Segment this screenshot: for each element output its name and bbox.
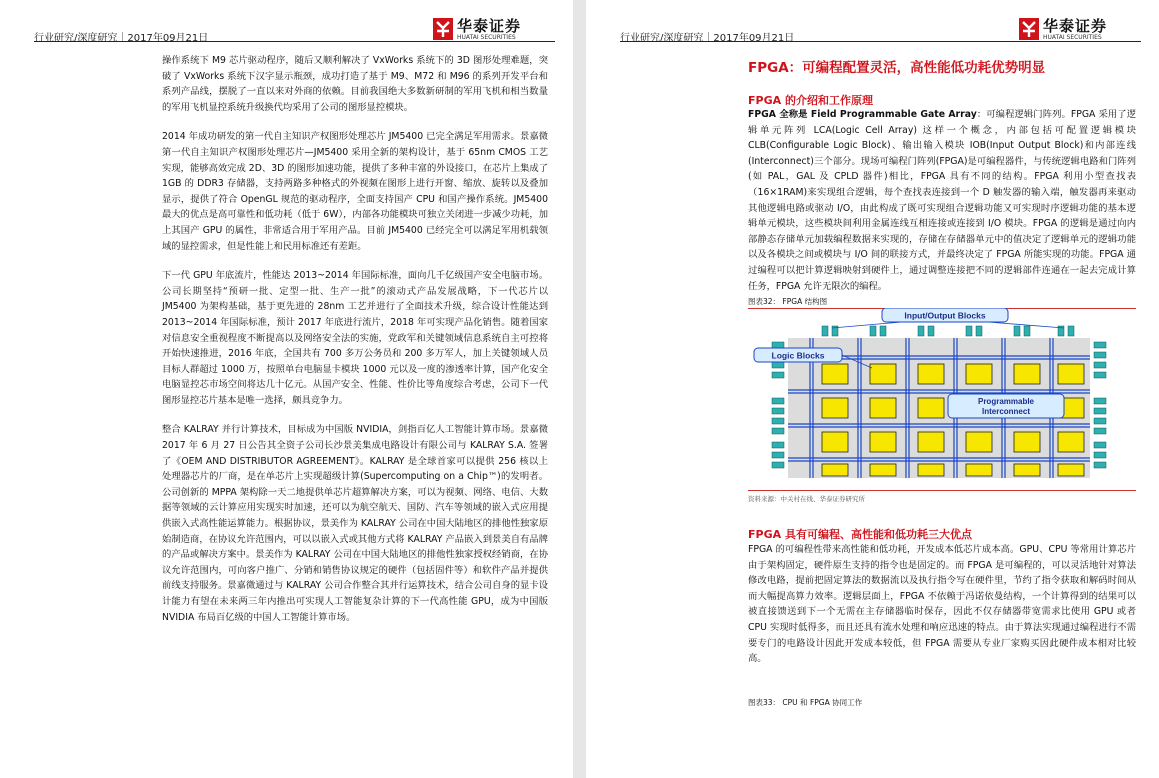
header-text: 行业研究/深度研究｜2017年09月21日 <box>620 33 795 44</box>
header-rule <box>34 41 555 42</box>
figure33-title: 图表33： CPU 和 FPGA 协同工作 <box>748 698 863 707</box>
paragraph: 操作系统下 M9 芯片驱动程序，随后又顺利解决了 VxWorks 系统下的 3D 图形处理难题，突破了 VxWorks 系统下汉字显示瓶颈，成功打造了基于 M9、M72 和 M96 的系列开发平台和系列产品线，摆脱了一直以来对外商的依赖。目前我国绝大多数新研制的军用飞机和相当数量的军用飞机显控系统升级换代均采用了公司的图形显控模块。 <box>162 55 548 113</box>
huatai-logo-icon <box>433 18 453 40</box>
paragraph: 整合 KALRAY 并行计算技术，目标成为中国版 NVIDIA，剑指百亿人工智能计算市场。景嘉微 2017 年 6 月 27 日公告其全资子公司长沙景美集成电路设计有限公司与 KALRAY S.A. 签署了《OEM AND DISTRIBUTOR AGREEMENT》。KALRAY 是全球首家可以提供 256 核以上处理器芯片的厂商，是在单芯片上实现超级计算(Supercomputing on a Chip™)的发明者。公司创新的 MPPA 架构除一天二地提供单芯片超算解决方案，可以为视频、网络、电信、大数据等领域的云计算应用实现实时加速，还可以为航空航天、国防、汽车等领域的嵌入式应用提供嵌入式高性能运算能力。根据协议，景美作为 KALRAY 公司在中国大陆地区的排他性独家原始制造商，在协议允许范围内，可以以嵌入式或其他方式将 KALRAY 产品嵌入到景美自有品牌的产品或解决方案中。景美作为 KALRAY 公司在中国大陆地区的排他性独家授权经销商，在协议允许范围内，可向客户推广、分销和销售协议规定的硬件（包括固件等）和软件产品并提供前线支持服务。景嘉微通过与 KALRAY 公司合作整合其并行运算技术，结合公司自身的显卡设计能力有望在未来两三年内推出可实现人工智能复杂计算的下一代高性能 GPU，成为中国版 NVIDIA 布局百亿级的中国人工智能计算市场。 <box>162 424 548 623</box>
title-prefix: FPGA <box>748 60 789 76</box>
interconnect-label-line1: Programmable <box>977 397 1035 406</box>
huatai-logo-icon <box>1019 18 1039 40</box>
header-rule <box>620 41 1141 42</box>
logo-english-text: HUATAI SECURITIES <box>457 34 516 41</box>
logo-english-text: HUATAI SECURITIES <box>1043 34 1102 41</box>
figure32-bottom-rule <box>748 490 1136 491</box>
right-title <box>748 56 1136 76</box>
fpga-architecture-diagram <box>752 308 1132 488</box>
section1-heading: FPGA 的介绍和工作原理 <box>748 94 873 107</box>
figure32-title-block <box>748 296 1136 307</box>
figure32-source-block <box>748 494 1136 503</box>
section1-paragraph <box>748 107 1136 294</box>
left-page <box>0 0 573 778</box>
logo-chinese-text: 华泰证券 <box>1043 17 1108 35</box>
paragraph: 下一代 GPU 年底流片，性能达 2013~2014 年国际标准，面向几千亿级国产安全电脑市场。公司长期坚持“预研一批、定型一批、生产一批”的滚动式产品发展战略，下一代芯片以 JM5400 为架构基础，基于更先进的 28nm 工艺并进行了全面技术升级，综合设计性能达到 2013~2014 年国际标准，预计 2017 年底进行流片，2018 年可实现产品化销售。随着国家对信息安全重视程度不断提高以及网络安全法的实施，党政军和关键领域信息系统自主可控将开始快速推进，2016 年底，全国共有 700 多万公务员和 200 多万军人，加上关键领域人员目标人群超过 1000 万，按照单台电脑显卡模块 1000 元以及一度的渗透率计算，国产化安全电脑显控芯市场空间将达几十亿元。从国产安全、性能、性价比等角度综合考虑，公司下一代图形显控芯片基本是唯一选择，颇具竞争力。 <box>162 270 548 406</box>
section2-heading: FPGA 具有可编程、高性能和低功耗三大优点 <box>748 528 972 541</box>
header-text: 行业研究/深度研究｜2017年09月21日 <box>34 33 209 44</box>
section2-paragraph: FPGA 的可编程性带来高性能和低功耗，开发成本低芯片成本高。GPU、CPU 等常用计算芯片由于架构固定，硬件原生支持的指令也是固定的。而 FPGA 是可编程的，可以灵活地针对算法修改电路，提前把固定算法的数据流以及执行指令写在硬件里，节约了指令获取和解码时间从而大幅提高算力效率。逻辑层面上，FPGA 不依赖于冯诺依曼结构，一个计算得到的结果可以被直接馈送到下一个无需在主存储器临时保存，因此不仅存储器带宽需求比使用 GPU 或者 CPU 实现时低得多，而且还具有流水处理和响应迅速的特点。由于算法实现通过编程进行不需要专门的电路设计因此开发成本较低，但 FPGA 需要从专业厂家购买因此硬件成本相对比较高。 <box>748 544 1136 665</box>
title-rest: ：可编程配置灵活，高性能低功耗优势明显 <box>788 60 1046 76</box>
left-body <box>162 53 548 639</box>
figure32-title: 图表32： FPGA 结构图 <box>748 297 828 306</box>
interconnect-label-line2: Interconnect <box>981 407 1031 416</box>
paragraph: 2014 年成功研发的第一代自主知识产权图形处理芯片 JM5400 已完全满足军用需求。景嘉微第一代自主知识产权图形处理芯片—JM5400 采用全新的架构设计，基于 65nm CMOS 工艺实现，能够高效完成 2D、3D 的图形加速功能，提供了多种丰富的外设接口，在芯片上集成了 1GB 的 DDR3 存储器，支持两路多种格式的外视频在图形上进行开窗、缩放、旋转以及叠加显示，提供了符合 OpenGL 规范的驱动程序，全面支持国产 CPU 和国产操作系统。JM5400 最大的优点是高可靠性和低功耗（低于 6W），内部各功能模块可独立关闭进一步减少功耗，加上其国产 GPU 的属性，非常适合用于军用产品。目前 JM5400 已经完全可以满足军用机载领域的显控需求，但是性能上和民用标准还有差距。 <box>162 131 548 252</box>
figure32-source: 资料来源：中关村在线、华泰证券研究所 <box>748 495 865 503</box>
section1-text: ：可编程逻辑门阵列。FPGA 采用了逻辑单元阵列 LCA(Logic Cell Array) 这样一个概念，内部包括可配置逻辑模块 CLB(Configurable Logic Block)、输出输入模块 IOB(Input Output Block)和内部连线(Interconnect)三个部分。现场可编程门阵列(FPGA)是可编程器件，与传统逻辑电路和门阵列(如 PAL，GAL 及 CPLD 器件)相比，FPGA 具有不同的结构。FPGA 利用小型查找表（16×1RAM)来实现组合逻辑，每个查找表连接到一个 D 触发器的输入端，触发器再来驱动其他逻辑电路或驱动 I/O，由此构成了既可实现组合逻辑功能又可实现时序逻辑功能的基本逻辑单元模块，这些模块间利用金属连线互相连接或连接到 I/O 模块。FPGA 的逻辑是通过向内部静态存储单元加载编程数据来实现的，存储在存储器单元中的值决定了逻辑单元的逻辑功能以及各模块之间或模块与 I/O 间的联接方式，并最终决定了 FPGA 所能实现的功能。FPGA 通过编程可以把计算逻辑映射到硬件上，通过调整连接把不同的逻辑部件连通在一起去完成计算任务，FPGA 允许无限次的编程。 <box>748 109 1136 292</box>
logic-label-text: Logic Blocks <box>771 350 825 361</box>
figure33-title-block <box>748 697 1136 708</box>
section1-lead: FPGA 全称是 Field Programmable Gate Array <box>748 109 977 120</box>
io-label-text: Input/Output Blocks <box>904 310 986 321</box>
right-page <box>586 0 1159 778</box>
logo-chinese-text: 华泰证券 <box>457 17 522 35</box>
io-label <box>832 308 1064 328</box>
interconnect-label <box>948 394 1064 418</box>
